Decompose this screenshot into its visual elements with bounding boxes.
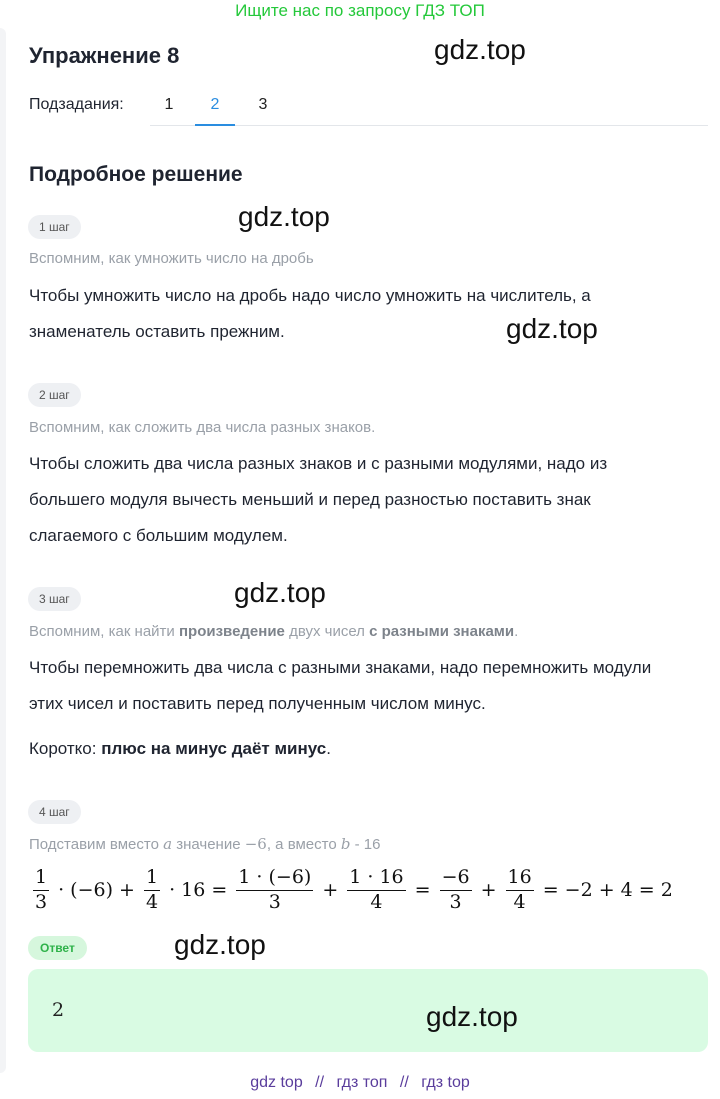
search-banner: Ищите нас по запросу ГДЗ ТОП	[235, 1, 485, 20]
step-4-formula: $\frac{1}{3}$ · (−6) + $\frac{1}{4}$ · 16 = $\frac{1 \cdot (-6)}{3}$ + $\frac{1 \cdot 16}{4}$ = $\frac{-6}{3}$ + $\frac{16}{4}$ = −2 + 4 = 2	[35, 865, 673, 913]
step-3-hint: Вспомним, как найти произведение двух чисел с разными знаками.	[29, 623, 519, 640]
step-3-badge: 3 шаг	[28, 587, 81, 611]
fraction: $\frac{16}{4}$	[507, 865, 532, 913]
footer-separator: //	[399, 1074, 409, 1091]
solution-title: Подробное решение	[29, 163, 243, 186]
step-1-hint: Вспомним, как умножить число на дробь	[29, 250, 314, 267]
exercise-title: Упражнение 8	[29, 43, 180, 68]
active-tab-indicator	[195, 124, 235, 126]
step-4-badge: 4 шаг	[28, 800, 81, 824]
watermark: gdz.top	[234, 577, 326, 608]
step-3-line-2: этих чисел и поставить перед полученным числом минус.	[29, 694, 486, 713]
card-edge	[0, 28, 6, 1073]
subtasks-label: Подзадания:	[29, 96, 124, 113]
watermark: gdz.top	[506, 313, 598, 344]
subtask-tab-1[interactable]: 1	[164, 96, 174, 113]
step-2-line-3: слагаемого с большим модулем.	[29, 526, 288, 545]
fraction: $\frac{1}{3}$	[35, 865, 48, 913]
step-1-badge: 1 шаг	[28, 215, 81, 239]
fraction: $\frac{1 \cdot 16}{4}$	[349, 865, 404, 913]
watermark: gdz.top	[174, 929, 266, 960]
watermark: gdz.top	[434, 34, 526, 65]
footer-links	[0, 1074, 720, 1092]
footer-separator: //	[315, 1074, 325, 1091]
step-3-line-1: Чтобы перемножить два числа с разными знаками, надо перемножить модули	[29, 658, 652, 677]
footer-link[interactable]: гдз top	[421, 1074, 470, 1091]
footer-link[interactable]: гдз топ	[336, 1074, 388, 1091]
step-2-hint: Вспомним, как сложить два числа разных знаков.	[29, 419, 376, 436]
step-2-badge: 2 шаг	[28, 383, 81, 407]
watermark: gdz.top	[238, 201, 330, 232]
answer-value: 2	[52, 999, 65, 1021]
step-1-line-2: знаменатель оставить прежним.	[29, 322, 285, 341]
step-4-hint: Подставим вместо a значение −6, а вместо b - 16	[29, 835, 381, 853]
watermark: gdz.top	[426, 1001, 518, 1032]
answer-box	[28, 969, 708, 1052]
footer-link[interactable]: gdz top	[250, 1074, 303, 1091]
subtask-tab-3[interactable]: 3	[258, 96, 268, 113]
fraction: $\frac{-6}{3}$	[441, 865, 470, 913]
step-2-line-1: Чтобы сложить два числа разных знаков и с разными модулями, надо из	[29, 454, 608, 473]
step-2-line-2: большего модуля вычесть меньший и перед разностью поставить знак	[29, 490, 591, 509]
step-3-short-rule: Коротко: плюс на минус даёт минус.	[29, 739, 331, 758]
fraction: $\frac{1 \cdot (-6)}{3}$	[238, 865, 312, 913]
subtask-tab-2[interactable]: 2	[210, 96, 220, 113]
fraction: $\frac{1}{4}$	[145, 865, 159, 913]
answer-badge: Ответ	[28, 936, 87, 960]
step-1-line-1: Чтобы умножить число на дробь надо число умножить на числитель, а	[29, 286, 591, 305]
